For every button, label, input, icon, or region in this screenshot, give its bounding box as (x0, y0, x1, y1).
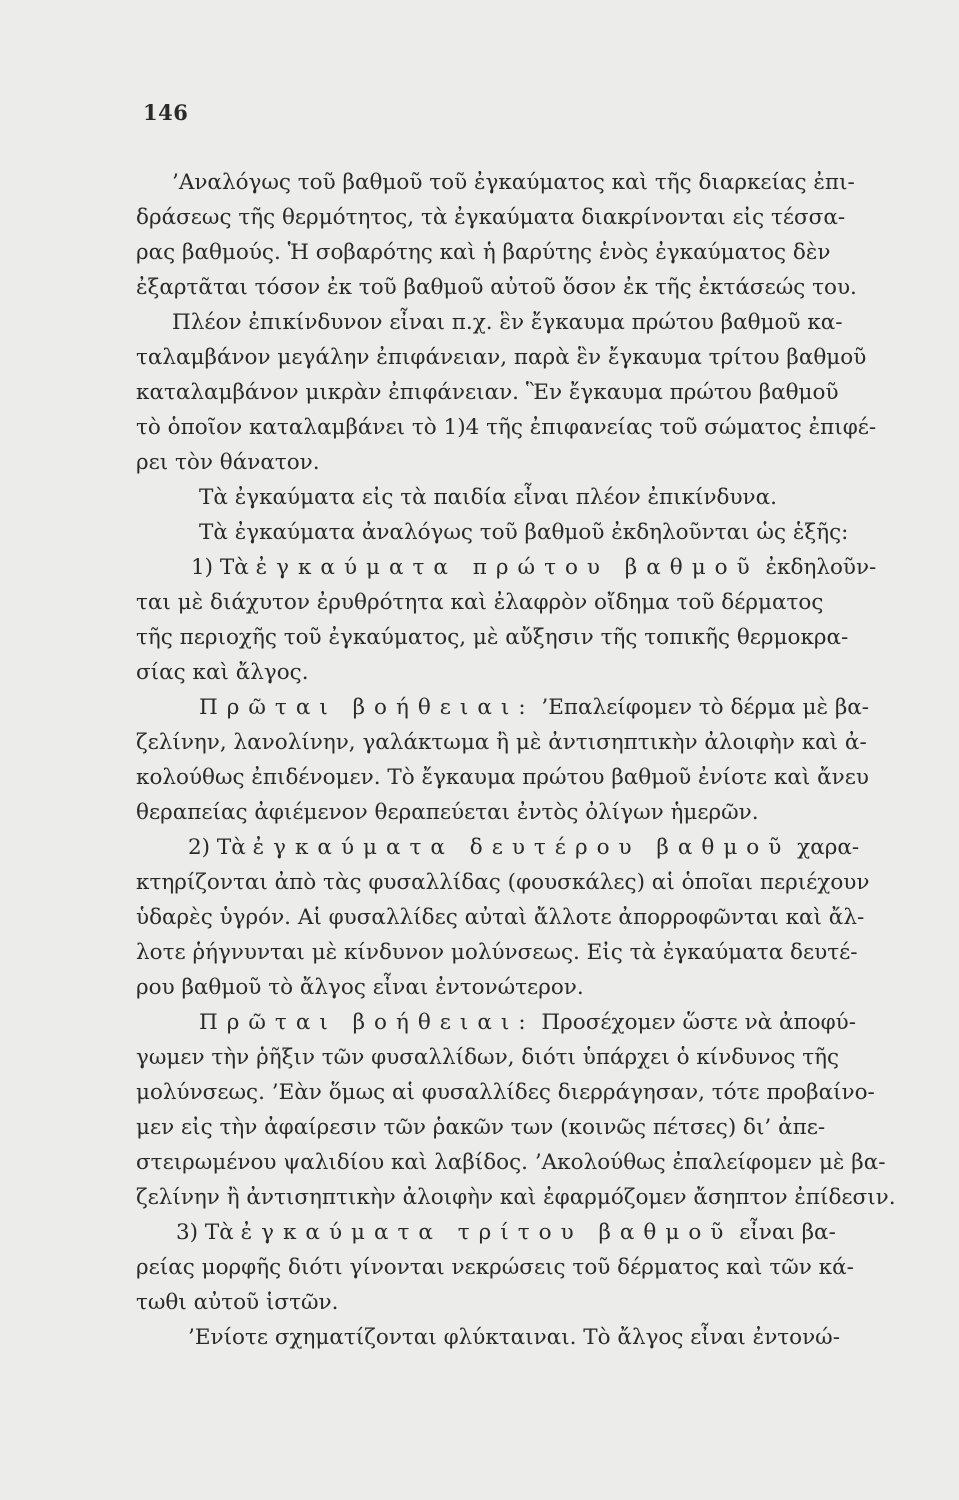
text-line (136, 1005, 906, 1040)
text-line (136, 270, 906, 305)
text-line (136, 900, 906, 935)
line-text: καταλαμβάνον μικρὰν ἐπιφάνειαν. Ἓν ἔγκαυμα πρώτου βαθμοῦ (136, 380, 839, 405)
text-line (136, 235, 906, 270)
line-text: ’Ενίοτε σχηματίζονται φλύκταιναι. Τὸ ἄλγος εἶναι ἐντονώ- (188, 1325, 840, 1350)
line-text: ρει τὸν θάνατον. (136, 450, 320, 475)
text-line (136, 760, 906, 795)
spaced-heading-text: ἐγκαύματα πρώτου βαθμοῦ (255, 555, 759, 580)
text-line (136, 305, 906, 340)
line-text: ται μὲ διάχυτον ἐρυθρότητα καὶ ἐλαφρὸν οἴδημα τοῦ δέρματος (136, 590, 824, 615)
text-line (136, 200, 906, 235)
line-text: 2) Τὰ (188, 835, 253, 860)
line-text: Προσέχομεν ὥστε νὰ ἀποφύ- (534, 1010, 857, 1035)
line-text: ρας βαθμούς. Ἡ σοβαρότης καὶ ἡ βαρύτης ἑνὸς ἐγκαύματος δὲν (136, 240, 831, 265)
text-line (136, 690, 906, 725)
line-text: μολύνσεως. ’Εὰν ὅμως αἱ φυσαλλίδες διερράγησαν, τότε προβαίνο- (136, 1080, 875, 1105)
text-line (136, 410, 906, 445)
text-line (136, 725, 906, 760)
text-line (136, 865, 906, 900)
text-line (136, 935, 906, 970)
line-text: δράσεως τῆς θερμότητος, τὰ ἐγκαύματα διακρίνονται εἰς τέσσα- (136, 205, 846, 230)
line-text: ζελίνην ἢ ἀντισηπτικὴν ἀλοιφὴν καὶ ἐφαρμόζομεν ἄσηπτον ἐπίδεσιν. (136, 1185, 896, 1210)
line-text: 1) Τὰ (191, 555, 256, 580)
text-line (136, 1075, 906, 1110)
line-text: κολούθως ἐπιδένομεν. Τὸ ἔγκαυμα πρώτου βαθμοῦ ἐνίοτε καὶ ἄνευ (136, 765, 869, 790)
text-line (136, 445, 906, 480)
line-text: θεραπείας ἀφιέμενον θεραπεύεται ἐντὸς ὀλίγων ἡμερῶν. (136, 800, 759, 825)
line-text: τωθι αὐτοῦ ἱστῶν. (136, 1290, 339, 1315)
line-text: ’Επαλείφομεν τὸ δέρμα μὲ βα- (534, 695, 870, 720)
text-line (136, 550, 906, 585)
text-line (136, 830, 906, 865)
line-text: ὑδαρὲς ὑγρόν. Αἱ φυσαλλίδες αὐταὶ ἄλλοτε ἀπορροφῶνται καὶ ἄλ- (136, 905, 865, 930)
line-text: ζελίνην, λανολίνην, γαλάκτωμα ἢ μὲ ἀντισηπτικὴν ἀλοιφὴν καὶ ἀ- (136, 730, 867, 755)
text-line (136, 1180, 906, 1215)
line-text: ἐξαρτᾶται τόσον ἐκ τοῦ βαθμοῦ αὐτοῦ ὅσον ἐκ τῆς ἐκτάσεώς του. (136, 275, 857, 300)
text-line (136, 165, 906, 200)
line-text: λοτε ῥήγνυνται μὲ κίνδυνον μολύνσεως. Εἰς τὰ ἐγκαύματα δευτέ- (136, 940, 858, 965)
spaced-heading-text: Πρῶται βοήθειαι: (199, 1010, 535, 1035)
text-line (136, 375, 906, 410)
line-text: ρείας μορφῆς διότι γίνονται νεκρώσεις τοῦ δέρματος καὶ τῶν κά- (136, 1255, 854, 1280)
spaced-heading-text: ἐγκαύματα δευτέρου βαθμοῦ (252, 835, 791, 860)
text-line (136, 480, 906, 515)
text-line (136, 1285, 906, 1320)
line-text: κτηρίζονται ἀπὸ τὰς φυσαλλίδας (φουσκάλες) αἱ ὁποῖαι περιέχουν (136, 870, 870, 895)
spaced-heading-text: Πρῶται βοήθειαι: (199, 695, 535, 720)
line-text: Τὰ ἐγκαύματα ἀναλόγως τοῦ βαθμοῦ ἐκδηλοῦνται ὡς ἑξῆς: (199, 520, 849, 545)
line-text: σίας καὶ ἄλγος. (136, 660, 309, 685)
line-text: γωμεν τὴν ῥῆξιν τῶν φυσαλλίδων, διότι ὑπάρχει ὁ κίνδυνος τῆς (136, 1045, 840, 1070)
text-line (136, 620, 906, 655)
line-text: χαρα- (790, 835, 860, 860)
text-line (136, 585, 906, 620)
text-line (136, 795, 906, 830)
text-line (136, 1040, 906, 1075)
text-line (136, 1215, 906, 1250)
body-text (136, 165, 906, 1355)
text-line (136, 1250, 906, 1285)
spaced-heading-text: ἐγκαύματα τρίτου βαθμοῦ (240, 1220, 733, 1245)
line-text: ταλαμβάνον μεγάλην ἐπιφάνειαν, παρὰ ἓν ἔγκαυμα τρίτου βαθμοῦ (136, 345, 867, 370)
line-text: τῆς περιοχῆς τοῦ ἐγκαύματος, μὲ αὔξησιν τῆς τοπικῆς θερμοκρα- (136, 625, 849, 650)
line-text: ’Αναλόγως τοῦ βαθμοῦ τοῦ ἐγκαύματος καὶ τῆς διαρκείας ἐπι- (172, 170, 855, 195)
line-text: Πλέον ἐπικίνδυνον εἶναι π.χ. ἓν ἔγκαυμα πρώτου βαθμοῦ κα- (172, 310, 843, 335)
text-line (136, 1320, 906, 1355)
line-text: στειρωμένου ψαλιδίου καὶ λαβίδος. ’Ακολούθως ἐπαλείφομεν μὲ βα- (136, 1150, 886, 1175)
text-line (136, 1110, 906, 1145)
line-text: 3) Τὰ (176, 1220, 241, 1245)
text-line (136, 1145, 906, 1180)
page-number: 146 (143, 100, 189, 125)
line-text: ἐκδηλοῦν- (758, 555, 877, 580)
line-text: τὸ ὁποῖον καταλαμβάνει τὸ 1)4 τῆς ἐπιφανείας τοῦ σώματος ἐπιφέ- (136, 415, 877, 440)
line-text: εἶναι βα- (732, 1220, 836, 1245)
text-line (136, 340, 906, 375)
line-text: ρου βαθμοῦ τὸ ἄλγος εἶναι ἐντονώτερον. (136, 975, 584, 1000)
text-line (136, 515, 906, 550)
line-text: μεν εἰς τὴν ἀφαίρεσιν τῶν ῥακῶν των (κοινῶς πέτσες) δι’ ἀπε- (136, 1115, 826, 1140)
line-text: Τὰ ἐγκαύματα εἰς τὰ παιδία εἶναι πλέον ἐπικίνδυνα. (199, 485, 777, 510)
text-line (136, 655, 906, 690)
text-line (136, 970, 906, 1005)
